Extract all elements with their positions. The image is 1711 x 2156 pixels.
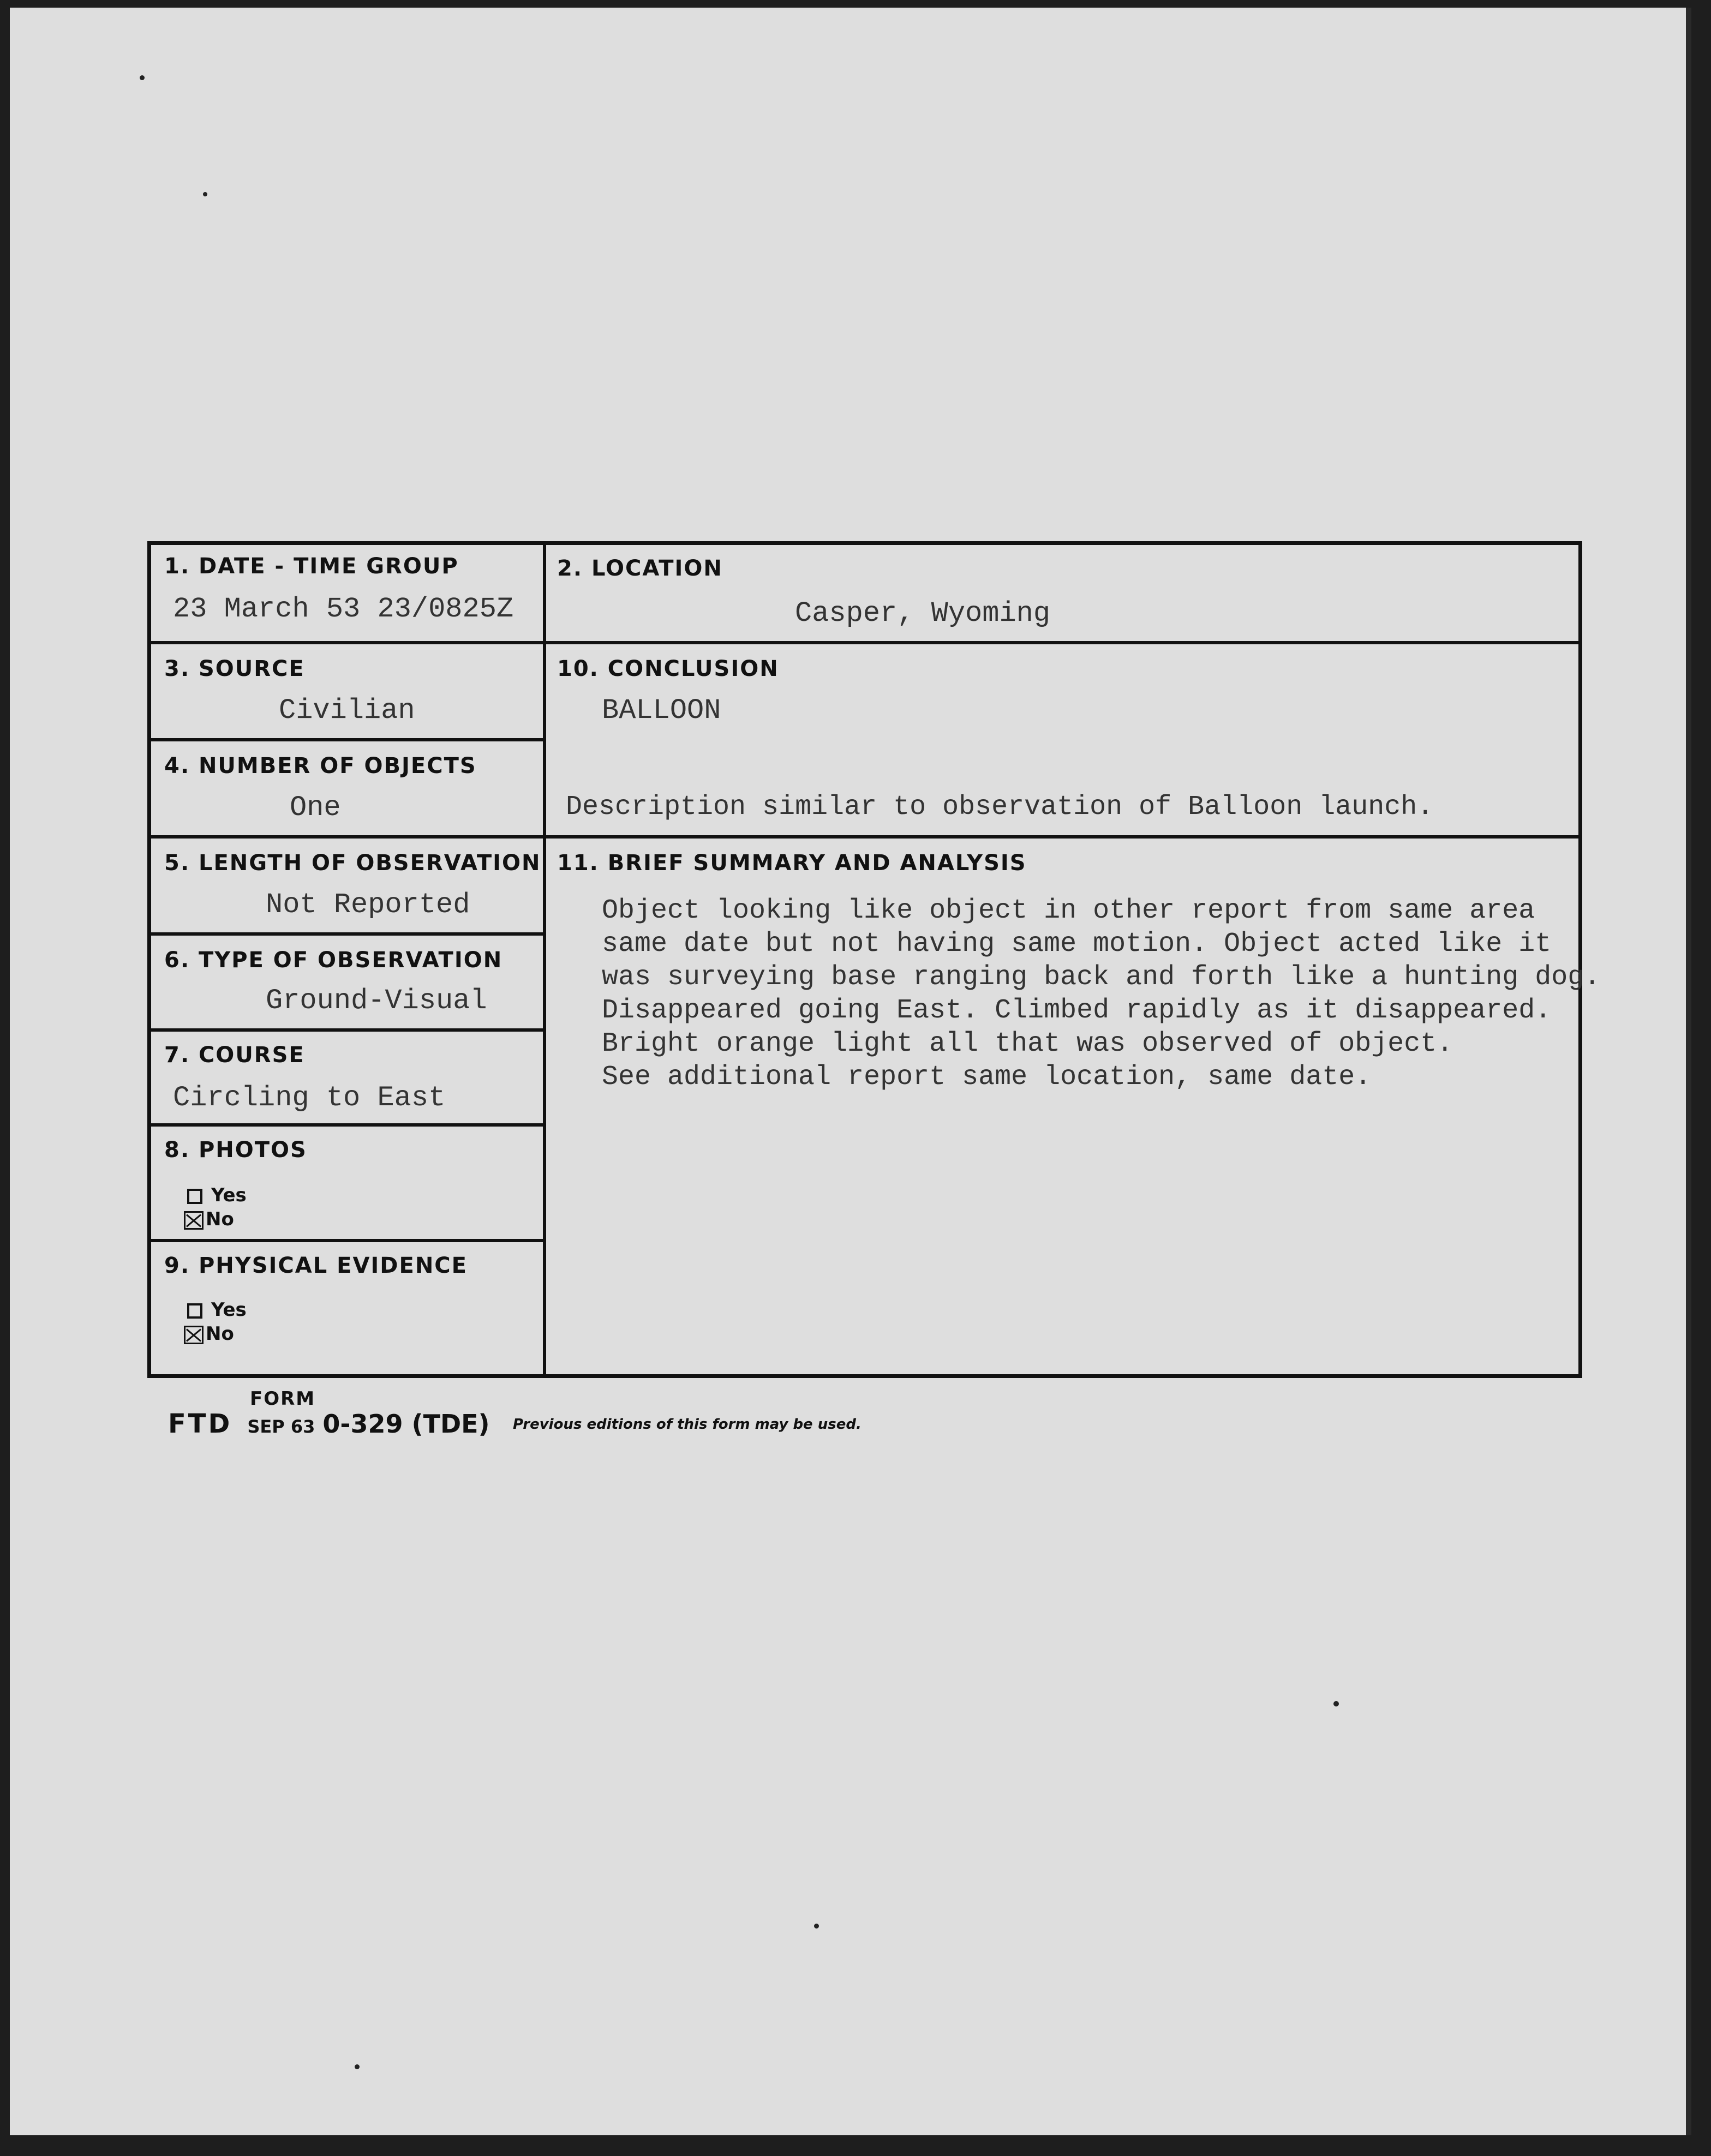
length-of-observation-value: Not Reported	[266, 889, 470, 921]
summary-text	[602, 894, 1600, 1094]
scan-speck	[140, 75, 145, 80]
location-label: 2. LOCATION	[557, 556, 723, 581]
row-divider	[151, 932, 545, 936]
summary-line: was surveying base ranging back and forth like a hunting dog.	[602, 962, 1601, 993]
conclusion-label: 10. CONCLUSION	[557, 656, 779, 681]
course-value: Circling to East	[173, 1082, 446, 1114]
date-time-group-label: 1. DATE - TIME GROUP	[164, 554, 459, 579]
row-divider	[151, 1239, 545, 1242]
checkbox-checked-icon	[184, 1211, 204, 1230]
row-divider	[151, 1123, 545, 1127]
physical-evidence-label: 9. PHYSICAL EVIDENCE	[164, 1253, 468, 1278]
physical-evidence-no-option[interactable]: No	[184, 1323, 234, 1345]
footer-form-word: FORM	[250, 1388, 316, 1410]
course-label: 7. COURSE	[164, 1043, 305, 1068]
checkbox-empty-icon	[187, 1303, 202, 1319]
footer-date-code: SEP 63	[247, 1416, 315, 1437]
source-label: 3. SOURCE	[164, 656, 305, 681]
conclusion-value: BALLOON	[602, 694, 721, 727]
summary-line: See additional report same location, same date.	[602, 1062, 1372, 1093]
number-of-objects-label: 4. NUMBER OF OBJECTS	[164, 753, 477, 778]
conclusion-description: Description similar to observation of Balloon launch.	[566, 792, 1434, 823]
photos-yes-option[interactable]: Yes	[187, 1184, 247, 1206]
number-of-objects-value: One	[290, 792, 341, 824]
row-divider	[151, 738, 545, 741]
scan-speck	[203, 192, 207, 196]
row-divider	[151, 641, 545, 644]
footer-note: Previous editions of this form may be used.	[513, 1416, 862, 1433]
scan-speck	[814, 1924, 819, 1929]
physical-evidence-yes-option[interactable]: Yes	[187, 1299, 247, 1321]
document-page	[10, 8, 1691, 2135]
length-of-observation-label: 5. LENGTH OF OBSERVATION	[164, 851, 541, 876]
type-of-observation-label: 6. TYPE OF OBSERVATION	[164, 948, 503, 973]
footer-form-number: 0-329 (TDE)	[322, 1409, 490, 1439]
photos-label: 8. PHOTOS	[164, 1137, 307, 1163]
row-divider	[543, 641, 1582, 644]
footer-form-id	[168, 1409, 490, 1439]
summary-line: Bright orange light all that was observed of object.	[602, 1028, 1453, 1059]
checkbox-checked-icon	[184, 1326, 204, 1344]
report-form	[147, 541, 1601, 1378]
column-divider	[543, 545, 546, 1375]
date-time-group-value: 23 March 53 23/0825Z	[173, 593, 514, 625]
source-value: Civilian	[279, 694, 415, 727]
summary-line: Disappeared going East. Climbed rapidly as it disappeared.	[602, 995, 1552, 1026]
row-divider	[151, 1028, 545, 1032]
scan-speck	[355, 2064, 360, 2069]
row-divider	[543, 835, 1582, 839]
type-of-observation-value: Ground-Visual	[266, 985, 487, 1017]
summary-line: same date but not having same motion. Object acted like it	[602, 929, 1552, 960]
row-divider	[151, 835, 545, 839]
summary-label: 11. BRIEF SUMMARY AND ANALYSIS	[557, 851, 1027, 876]
location-value: Casper, Wyoming	[795, 597, 1051, 630]
scan-speck	[1333, 1701, 1339, 1706]
checkbox-empty-icon	[187, 1189, 202, 1204]
photos-no-option[interactable]: No	[184, 1208, 234, 1230]
summary-line: Object looking like object in other report from same area	[602, 895, 1535, 926]
footer-ftd: FTD	[168, 1409, 232, 1439]
